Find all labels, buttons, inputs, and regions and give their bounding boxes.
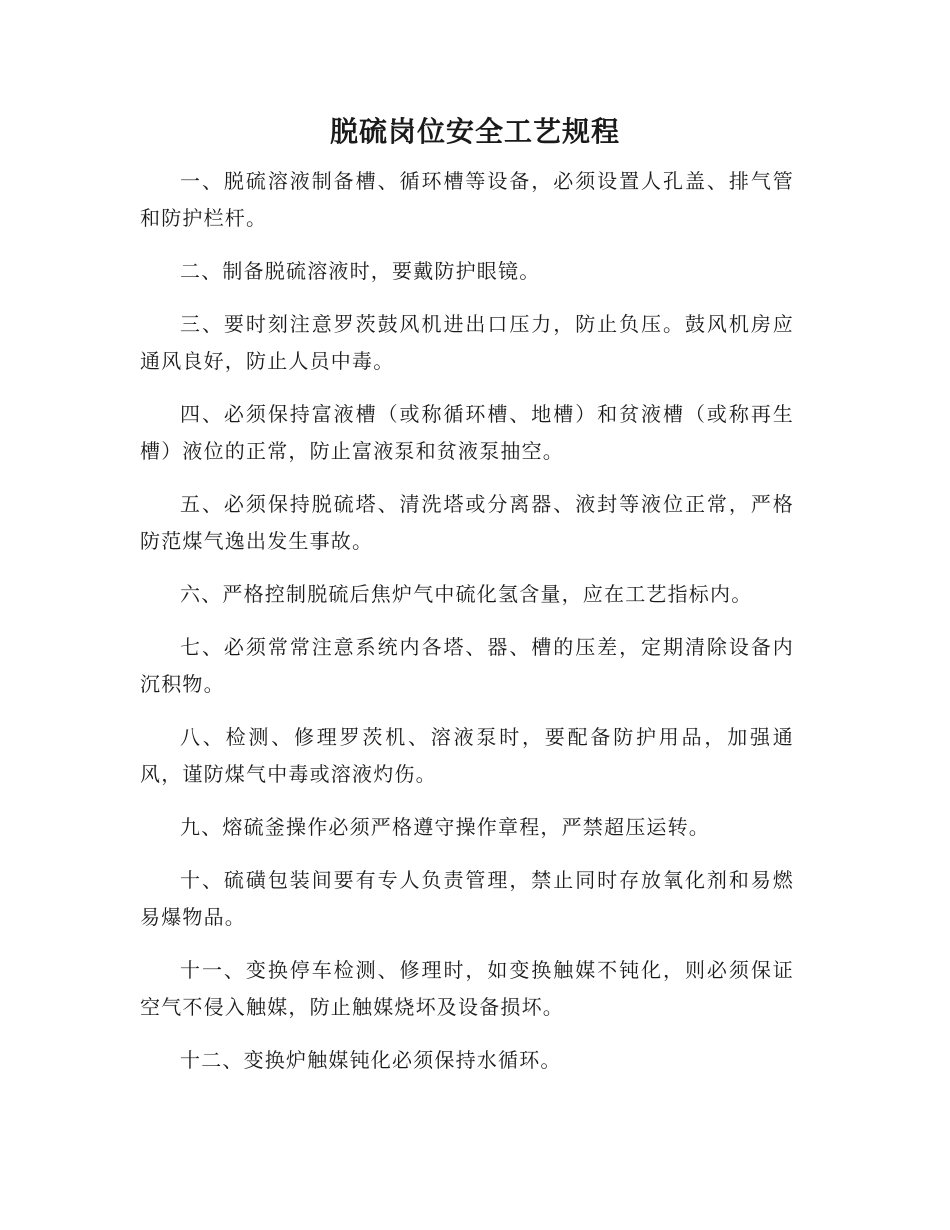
rule-paragraph-11: 十一、变换停车检测、修理时，如变换触媒不钝化，则必须保证空气不侵入触媒，防止触媒烧坏及设备损坏。: [140, 958, 794, 1019]
rule-paragraph-7: 七、必须常常注意系统内各塔、器、槽的压差，定期清除设备内沉积物。: [140, 635, 794, 696]
rule-paragraph-3: 三、要时刻注意罗茨鼓风机进出口压力，防止负压。鼓风机房应通风良好，防止人员中毒。: [140, 312, 794, 373]
rule-paragraph-5: 五、必须保持脱硫塔、清洗塔或分离器、液封等液位正常，严格防范煤气逸出发生事故。: [140, 492, 794, 553]
rule-paragraph-6: 六、严格控制脱硫后焦炉气中硫化氢含量，应在工艺指标内。: [180, 582, 753, 606]
rule-paragraph-8: 八、检测、修理罗茨机、溶液泵时，要配备防护用品，加强通风，谨防煤气中毒或溶液灼伤。: [140, 725, 794, 786]
rule-paragraph-12: 十二、变换炉触媒钝化必须保持水循环。: [180, 1048, 562, 1072]
document-title: 脱硫岗位安全工艺规程: [329, 115, 620, 148]
rule-paragraph-10: 十、硫磺包装间要有专人负责管理，禁止同时存放氧化剂和易燃易爆物品。: [140, 868, 794, 929]
document-body: [140, 163, 794, 1095]
rule-paragraph-9: 九、熔硫釜操作必须严格遵守操作章程，严禁超压运转。: [180, 815, 710, 839]
rule-paragraph-4: 四、必须保持富液槽（或称循环槽、地槽）和贫液槽（或称再生槽）液位的正常，防止富液泵和贫液泵抽空。: [140, 402, 794, 463]
rule-paragraph-1: 一、脱硫溶液制备槽、循环槽等设备，必须设置人孔盖、排气管和防护栏杆。: [140, 169, 794, 230]
rule-paragraph-2: 二、制备脱硫溶液时，要戴防护眼镜。: [180, 259, 541, 283]
